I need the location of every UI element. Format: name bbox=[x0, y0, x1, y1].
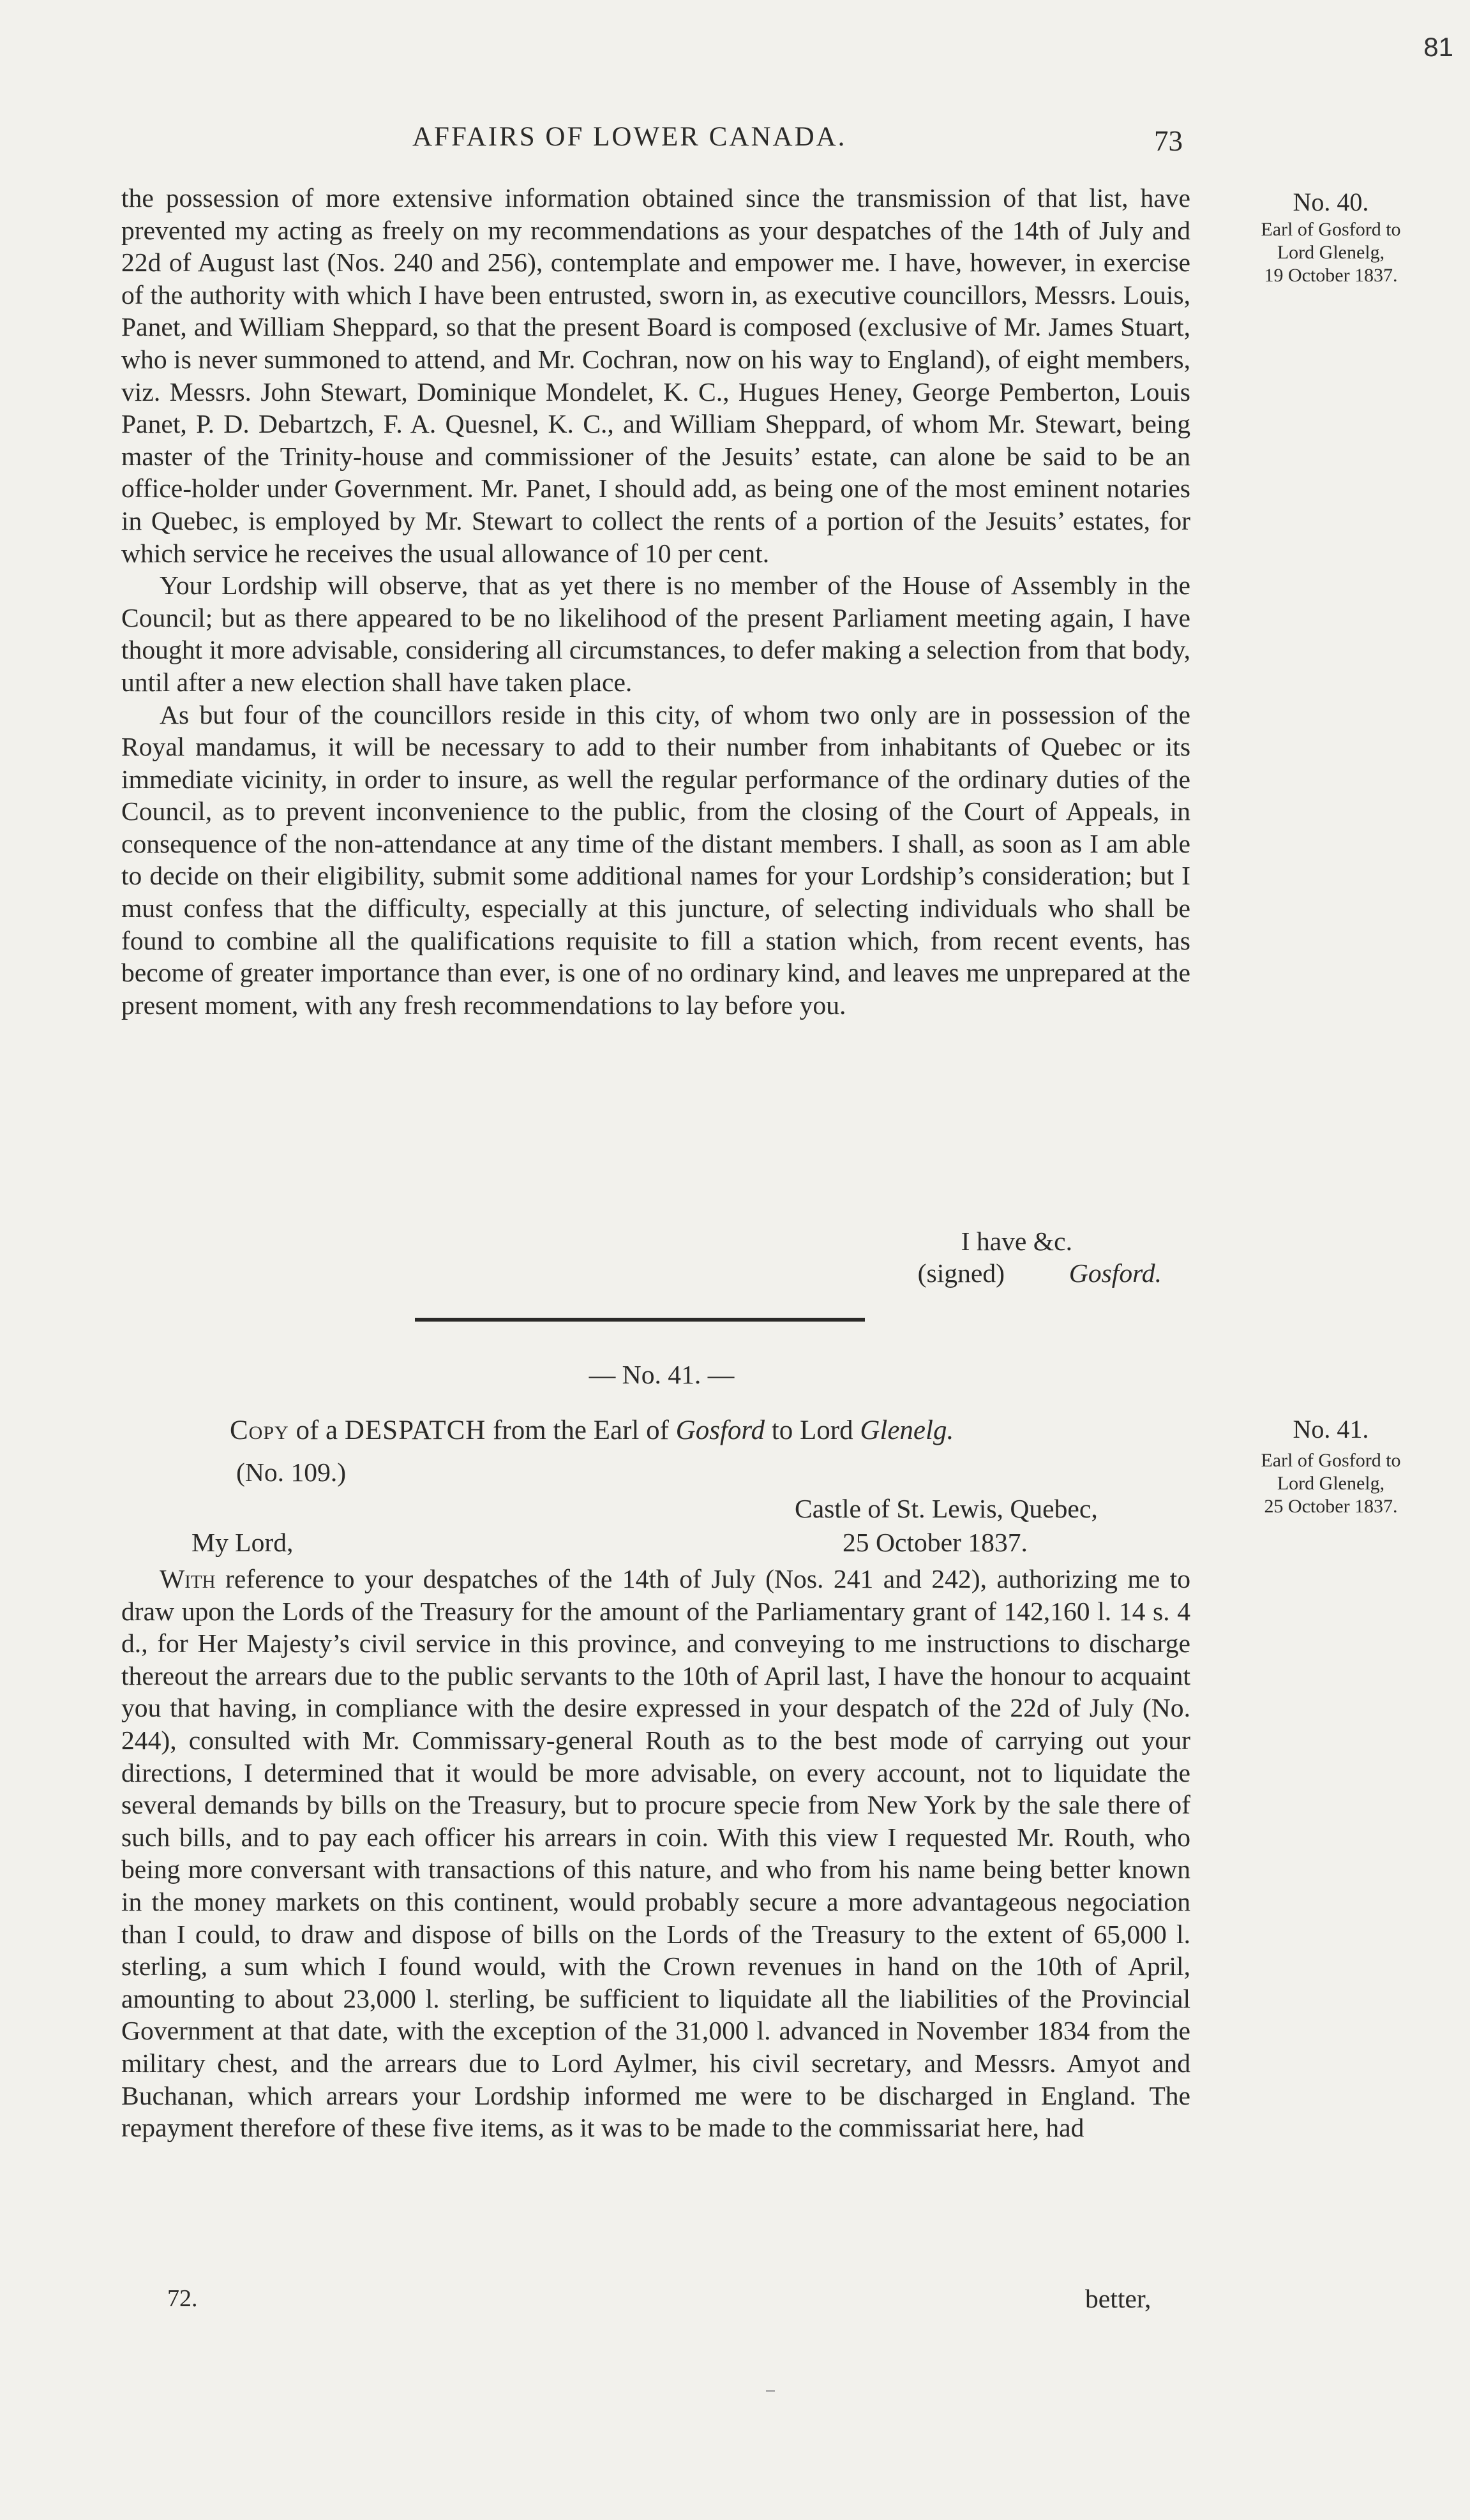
letter-41-body bbox=[121, 1563, 1190, 2144]
document-title bbox=[230, 1415, 954, 1446]
margin-note-date: 25 October 1837. bbox=[1264, 1496, 1398, 1517]
title-despatch: DESPATCH bbox=[344, 1415, 486, 1445]
margin-note-number: No. 41. bbox=[1293, 1415, 1369, 1443]
title-from: from the Earl of bbox=[486, 1415, 676, 1445]
section-rule bbox=[415, 1318, 865, 1322]
title-glenelg: Glenelg. bbox=[860, 1415, 954, 1445]
paragraph: As but four of the councillors reside in this city, of whom two only are in possession of the Royal mandamus, it will be necessary to add to their number from inhabitants of Quebec or its immediate vicinity, in order to insure, as well the regular performance of the ordinary duties of the Council, as to prevent inconvenience to the public, from the closing of the Court of Appeals, in consequence of the non-attendance at any time of the distant members. I shall, as soon as I am able to decide on their eligibility, submit some additional names for your Lordship’s consideration; but I must confess that the difficulty, especially at this juncture, of selecting individuals who shall be found to combine all the qualifications requisite to fill a station which, from recent events, has become of greater importance than ever, is one of no ordinary kind, and leaves me unprepared at the present moment, with any fresh recommendations to lay before you. bbox=[121, 699, 1190, 1020]
paper-speck bbox=[766, 2390, 775, 2392]
paragraph: the possession of more extensive information obtained since the transmission of that list, have prevented my acting as freely on my recommendations as your despatches of the 14th of July and 22d of August last (Nos. 240 and 256), contemplate and empower me. I have, however, in exercise of the authority with which I have been entrusted, sworn in, as executive councillors, Messrs. Louis, Panet, and William Sheppard, so that the present Board is composed (exclusive of Mr. James Stuart, who is never summoned to attend, and Mr. Cochran, now on his way to England), of eight members, viz. Messrs. John Stewart, Dominique Mondelet, K. C., Hugues Heney, George Pemberton, Louis Panet, P. D. Debartzch, F. A. Quesnel, K. C., and William Sheppard, of whom Mr. Stewart, being master of the Trinity-house and commissioner of the Jesuits’ estate, can alone be said to be an office-holder under Government. Mr. Panet, I should add, as being one of the most eminent notaries in Quebec, is employed by Mr. Stewart to collect the rents of a portion of the Jesuits’ estates, for which service he receives the usual allowance of 10 per cent. bbox=[121, 183, 1190, 568]
page-number: 73 bbox=[1154, 125, 1183, 157]
opening-word: With bbox=[160, 1564, 216, 1593]
margin-note-40 bbox=[1203, 186, 1459, 287]
signed-label: (signed) bbox=[917, 1258, 1005, 1288]
margin-note-from: Earl of Gosford to bbox=[1261, 219, 1401, 240]
document-number-heading: — No. 41. — bbox=[589, 1360, 735, 1389]
closing-formula: I have &c. bbox=[961, 1226, 1072, 1256]
despatch-place: Castle of St. Lewis, Quebec, bbox=[795, 1494, 1098, 1523]
despatch-reference-number: (No. 109.) bbox=[236, 1458, 347, 1487]
margin-note-number: No. 40. bbox=[1293, 188, 1369, 216]
catchword: better, bbox=[1085, 2284, 1151, 2313]
margin-note-to: Lord Glenelg, bbox=[1277, 1473, 1385, 1494]
folio-number: 81 bbox=[1423, 32, 1453, 62]
signature-line bbox=[766, 1257, 1162, 1289]
margin-note-from: Earl of Gosford to bbox=[1261, 1450, 1401, 1471]
paragraph: Your Lordship will observe, that as yet there is no member of the House of Assembly in the Council; but as there appeared to be no likelihood of the present Parliament meeting again, I have thought it more advisable, considering all circumstances, to defer making a selection from that body, until after a new election shall have taken place. bbox=[121, 570, 1190, 697]
letter-40-body bbox=[121, 182, 1190, 1021]
despatch-date: 25 October 1837. bbox=[843, 1528, 1028, 1557]
title-copy: Copy bbox=[230, 1415, 289, 1445]
margin-note-to: Lord Glenelg, bbox=[1277, 242, 1385, 263]
salutation: My Lord, bbox=[191, 1528, 294, 1557]
signature: Gosford. bbox=[1069, 1258, 1162, 1288]
title-of-a: of a bbox=[289, 1415, 345, 1445]
margin-note-date: 19 October 1837. bbox=[1264, 265, 1398, 286]
paragraph bbox=[121, 1563, 1190, 2144]
margin-note-41 bbox=[1203, 1413, 1459, 1518]
paragraph-text: reference to your despatches of the 14th of July (Nos. 241 and 242), authorizing me to draw upon the Lords of the Treasury for the amount of the Parliamentary grant of 142,160 l. 14 s. 4 d., for Her Majesty’s civil service in this province, and conveying to me instructions to discharge thereout the arrears due to the public servants to the 10th of April last, I have the honour to acquaint you that having, in compliance with the desire expressed in your despatch of the 22d of July (No. 244), consulted with Mr. Commissary-general Routh as to the best mode of carrying out your directions, I determined that it would be more advisable, on every account, not to liquidate the several demands by bills on the Treasury, but to procure specie from New York by the sale there of such bills, and to pay each officer his arrears in coin. With this view I requested Mr. Routh, who being more conversant with transactions of this nature, and who from his name being better known in the money markets on this continent, would probably secure a more advantageous negociation than I could, to draw and dispose of bills on the Lords of the Treasury to the extent of 65,000 l. sterling, a sum which I found would, with the Crown revenues in hand on the 10th of April, amounting to about 23,000 l. sterling, be sufficient to liquidate all the liabilities of the Provincial Government at that date, with the exception of the 31,000 l. advanced in November 1834 from the military chest, and the arrears due to Lord Aylmer, his civil secretary, and Messrs. Amyot and Buchanan, which arrears your Lordship informed me were to be discharged in England. The repayment therefore of these five items, as it was to be made to the commissariat here, had bbox=[121, 1564, 1190, 2143]
running-head: AFFAIRS OF LOWER CANADA. bbox=[412, 122, 847, 152]
title-gosford: Gosford bbox=[675, 1415, 765, 1445]
title-to: to Lord bbox=[765, 1415, 860, 1445]
closing-block bbox=[766, 1225, 1162, 1289]
signature-mark: 72. bbox=[167, 2285, 198, 2312]
